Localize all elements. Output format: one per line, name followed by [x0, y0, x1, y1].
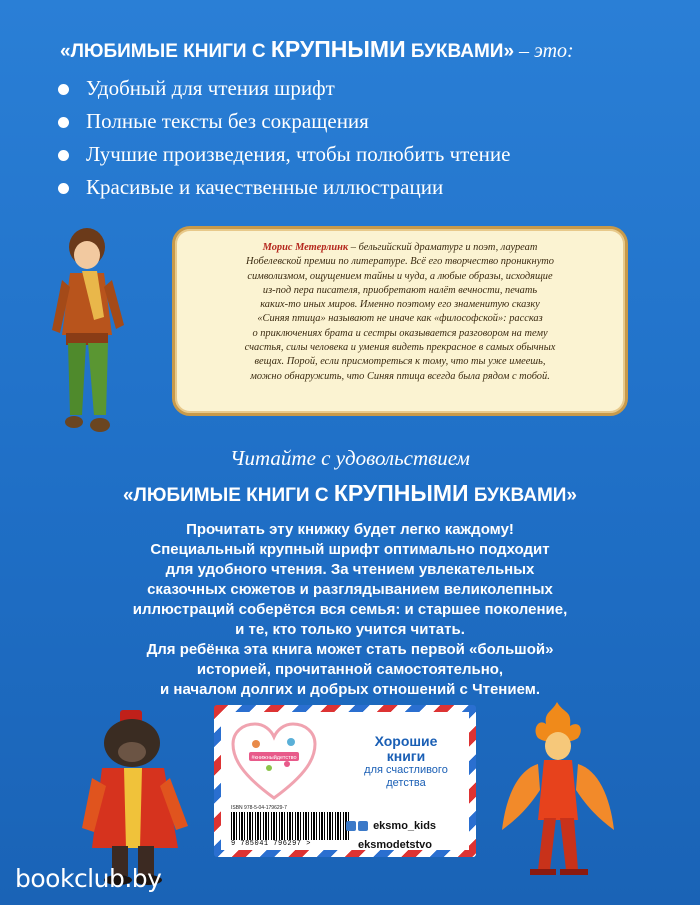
promo-line: Прочитать эту книжку будет легко каждому! — [186, 521, 514, 538]
stamp-inner — [221, 712, 469, 850]
series-name-repeat — [0, 480, 700, 507]
feature-text: Лучшие произведения, чтобы полюбить чтение — [86, 142, 511, 166]
promo-line: для удобного чтения. За чтением увлекательных — [165, 561, 535, 578]
description-line: о приключениях брата и сестры оказывается разговором на тему — [252, 327, 548, 339]
bullet-dot-icon — [58, 117, 69, 128]
barcode-icon — [231, 812, 351, 840]
headline-post: БУКВАМИ» — [405, 41, 515, 62]
description-line: счастья, силы человека и умения видеть прекрасное в самых обычных — [244, 342, 556, 354]
headline-tail: – это: — [514, 40, 574, 62]
feature-text: Красивые и качественные иллюстрации — [86, 175, 444, 199]
social-handle-text: eksmo_kids — [373, 820, 437, 832]
promo-line: сказочных сюжетов и разглядыванием великолепных — [147, 581, 553, 598]
series-pre: «ЛЮБИМЫЕ КНИГИ С — [122, 485, 334, 506]
boy-illustration — [42, 225, 132, 440]
promo-paragraph — [0, 520, 700, 700]
description-line: из-под пера писателя, приобретают налёт вечности, печать — [262, 284, 538, 296]
feature-item — [58, 105, 510, 138]
heart-icon — [231, 722, 317, 802]
dog-illustration — [82, 708, 192, 886]
vk-icon — [346, 821, 356, 831]
telegram-icon — [358, 821, 368, 831]
heart-label: #книжныйдетство — [251, 755, 297, 761]
author-description — [197, 241, 603, 384]
headline-pre: «ЛЮБИМЫЕ КНИГИ С — [60, 41, 271, 62]
slogan-line: детства — [386, 777, 426, 789]
promo-line: и те, кто только учится читать. — [235, 621, 465, 638]
social-handle-1 — [346, 820, 436, 832]
feature-item — [58, 171, 510, 204]
author-info-card — [172, 226, 628, 416]
description-line: можно обнаружить, что Синяя птица всегда была рядом с тобой. — [250, 370, 550, 382]
bullet-dot-icon — [58, 150, 69, 161]
fire-character-illustration — [500, 700, 615, 878]
headline-big: КРУПНЫМИ — [270, 36, 406, 62]
good-books-slogan — [346, 734, 466, 790]
description-line: Нобелевской премии по литературе. Всё его творчество проникнуто — [245, 256, 555, 268]
feature-text: Удобный для чтения шрифт — [86, 76, 335, 100]
social-handle-2: eksmodetstvo — [358, 839, 432, 851]
series-post: БУКВАМИ» — [468, 485, 578, 506]
series-headline — [60, 36, 660, 63]
slogan-line: книги — [386, 748, 426, 764]
read-with-pleasure: Читайте с удовольствием — [230, 446, 470, 470]
feature-item — [58, 138, 510, 171]
description-line: каких-то иных миров. Именно поэтому его знаменитую сказку — [260, 299, 540, 311]
promo-line: историей, прочитанной самостоятельно, — [196, 661, 504, 678]
isbn-text: ISBN 978-5-04-179629-7 — [231, 805, 287, 811]
barcode-number: 9 785041 796297 > — [231, 840, 311, 848]
bullet-dot-icon — [58, 84, 69, 95]
slogan-line: для счастливого — [364, 764, 448, 776]
promo-line: Специальный крупный шрифт оптимально подходит — [150, 541, 550, 558]
bullet-dot-icon — [58, 183, 69, 194]
promo-line: иллюстраций соберётся вся семья: и старшее поколение, — [132, 601, 568, 618]
features-list — [58, 72, 510, 204]
feature-text: Полные тексты без сокращения — [86, 109, 369, 133]
slogan-line: Хорошие — [374, 733, 438, 749]
promo-line: и началом долгих и добрых отношений с Чтением. — [160, 681, 540, 698]
description-line: – бельгийский драматург и поэт, лауреат — [348, 242, 538, 253]
series-big: КРУПНЫМИ — [333, 480, 469, 506]
publisher-stamp — [214, 705, 476, 857]
author-name: Морис Метерлинк — [262, 242, 349, 253]
description-line: «Синяя птица» называют не иначе как «философской»: рассказ — [257, 313, 543, 325]
description-line: символизмом, ощущением тайны и чуда, а любые образы, исходящие — [247, 270, 553, 282]
bookclub-watermark: bookclub.by — [15, 864, 162, 893]
feature-item — [58, 72, 510, 105]
description-line: вещах. Порой, если присмотреться к тому, что ты уже имеешь, — [254, 356, 546, 368]
promo-line: Для ребёнка эта книга может стать первой «большой» — [146, 641, 554, 658]
